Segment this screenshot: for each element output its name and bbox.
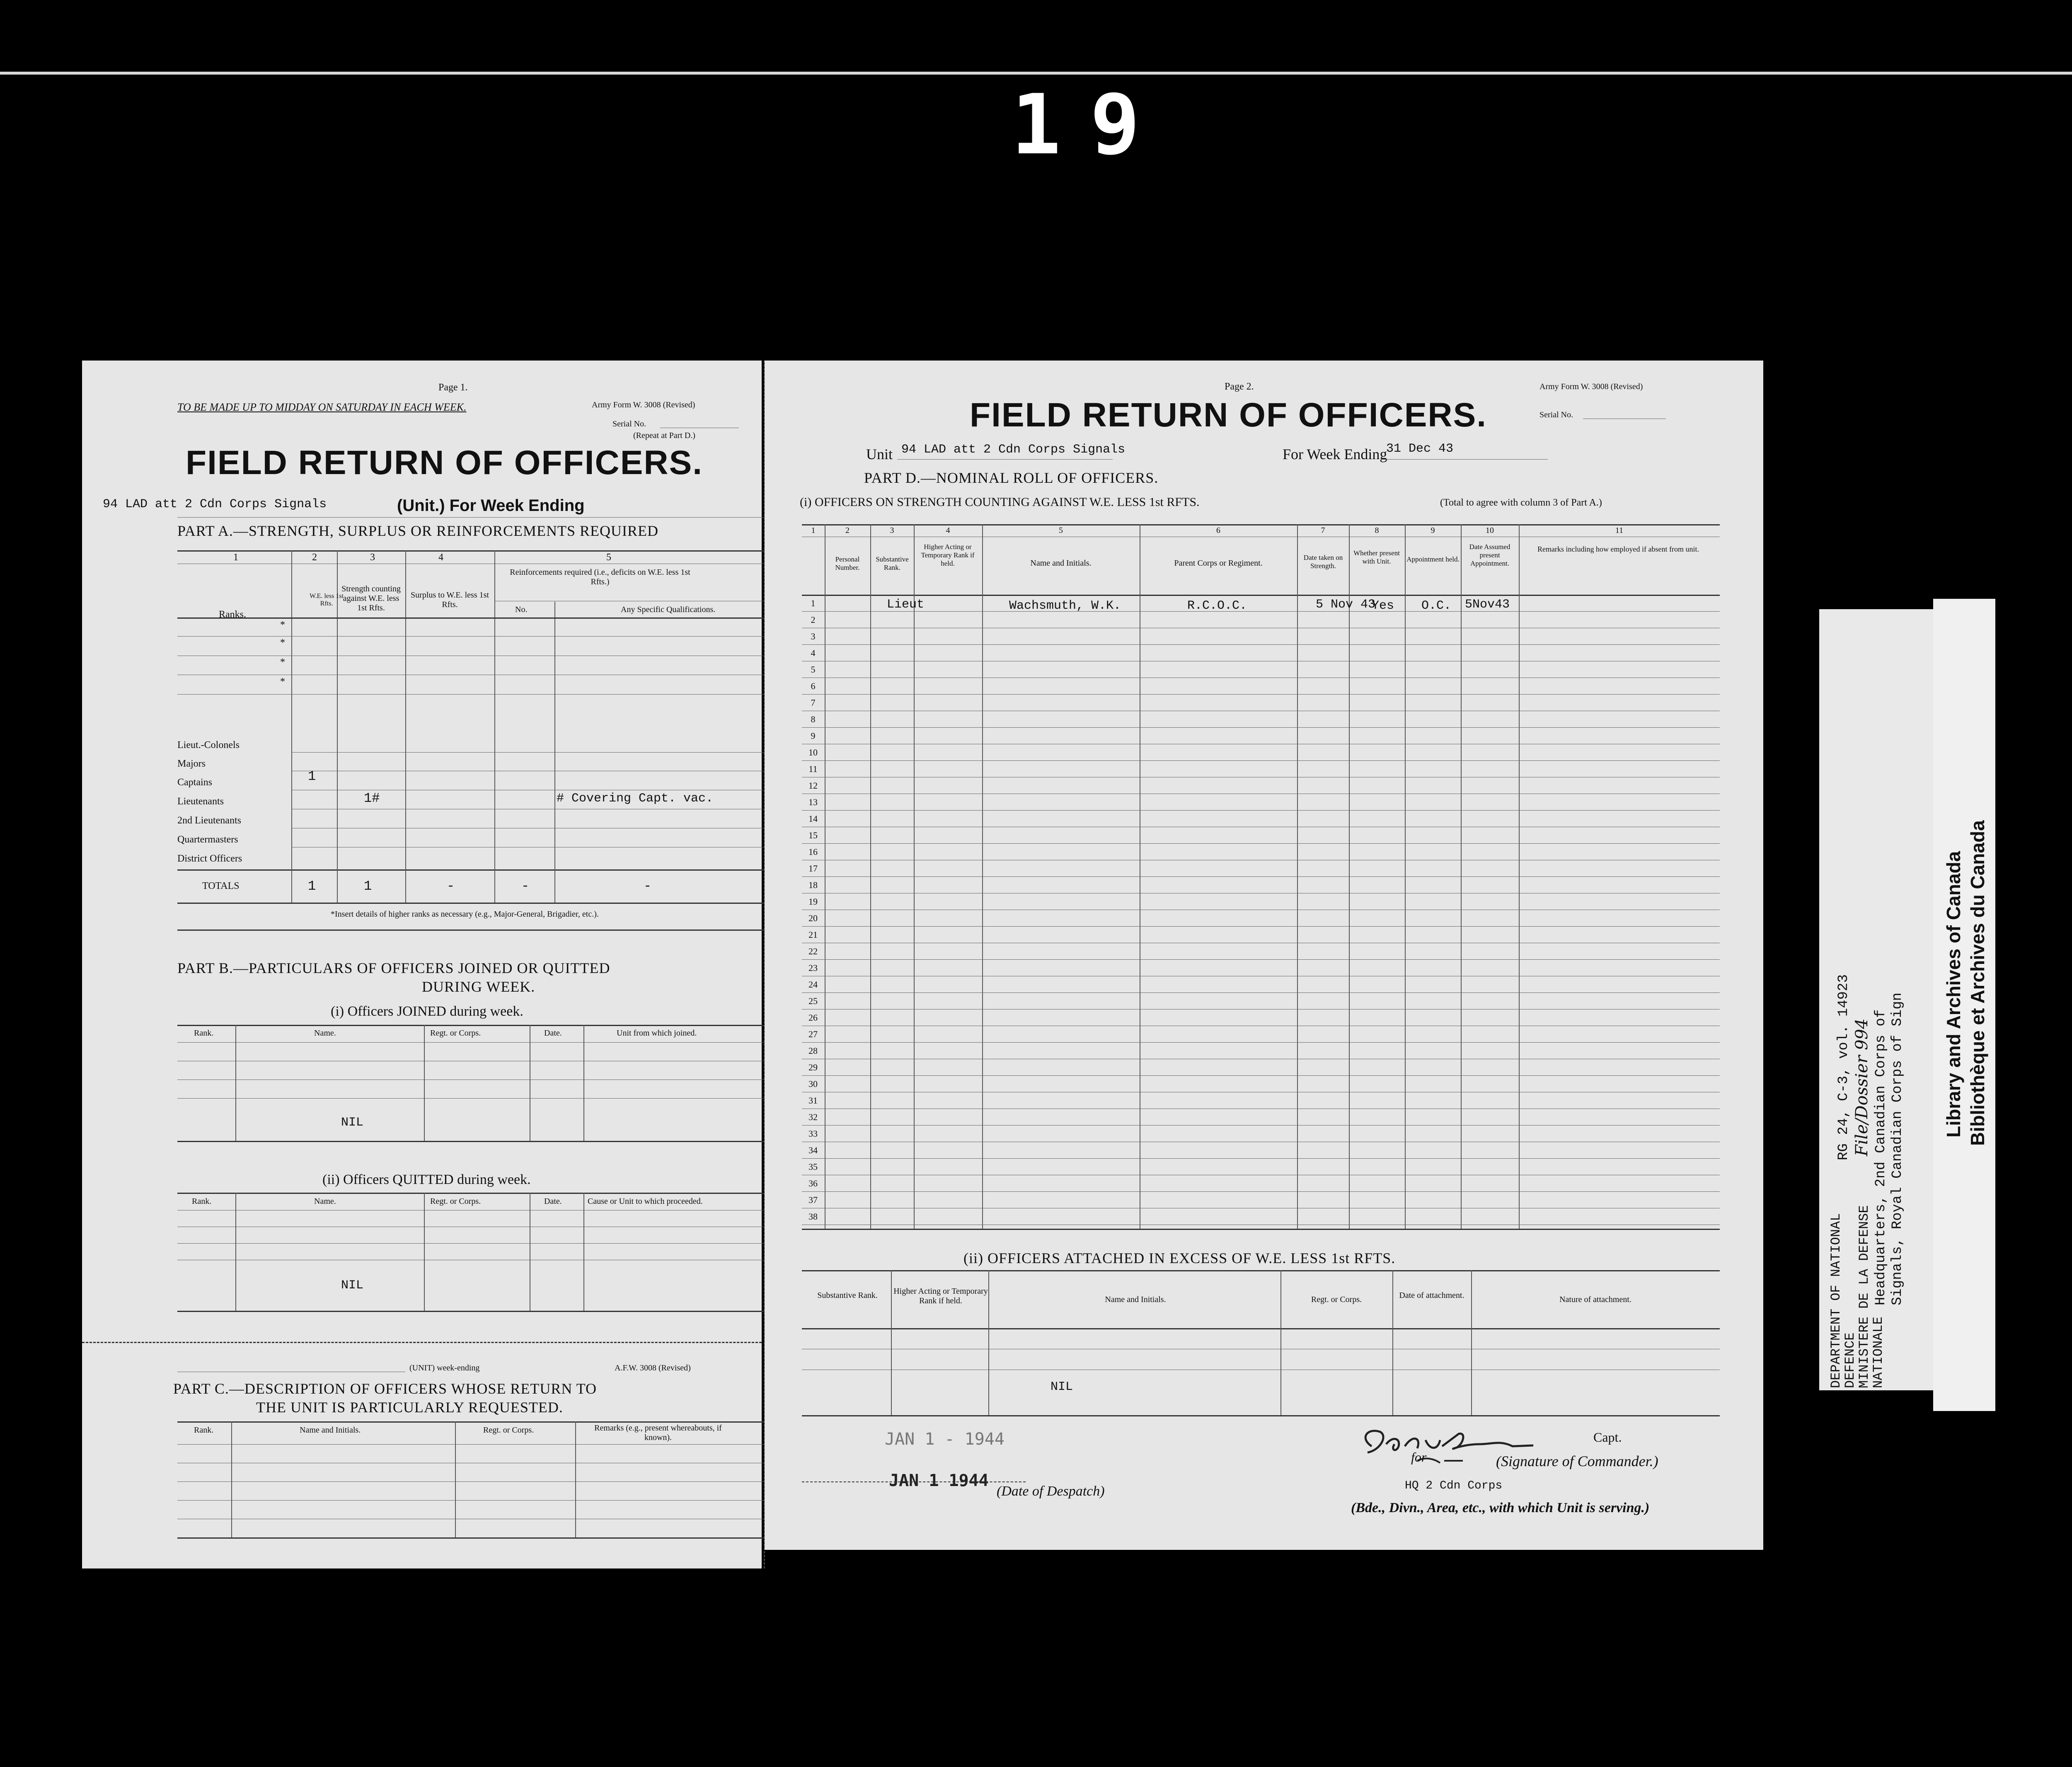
- part-d-heading: PART D.—NOMINAL ROLL OF OFFICERS.: [864, 470, 1159, 486]
- quitted-nil: NIL: [341, 1278, 364, 1293]
- archive-subject-line-2: Signals, Royal Canadian Corps of Sign: [1890, 992, 1905, 1305]
- col-header: Name and Initials.: [1105, 1295, 1166, 1304]
- row-rule: [802, 727, 1720, 728]
- col-header: Name and Initials.: [1030, 559, 1092, 568]
- row-number: 15: [808, 830, 818, 840]
- rank-label: 2nd Lieutenants: [177, 815, 241, 826]
- col-header: Personal Number.: [835, 555, 860, 571]
- lac-label: [1933, 599, 1995, 1411]
- row-number: 11: [808, 764, 818, 774]
- col-header: Date.: [544, 1197, 562, 1206]
- row-number: 13: [808, 797, 818, 807]
- col-header: Substantive Rank.: [817, 1291, 878, 1300]
- week-ending-label: For Week Ending: [1283, 446, 1387, 462]
- row-rule: [802, 694, 1720, 695]
- film-divider-line: [0, 72, 2072, 75]
- row1-appointment: O.C.: [1421, 599, 1452, 613]
- col-num: 3: [890, 526, 894, 535]
- col-num: 5: [1059, 526, 1063, 535]
- archive-subject-line-1: Headquarters, 2nd Canadian Corps of: [1873, 1009, 1889, 1305]
- col-num: 10: [1486, 526, 1494, 535]
- part-c-heading-cont: THE UNIT IS PARTICULARLY REQUESTED.: [256, 1399, 563, 1416]
- col-header: Name.: [314, 1029, 336, 1038]
- army-form-label: Army Form W. 3008 (Revised): [592, 400, 695, 409]
- row-number: 26: [808, 1012, 818, 1023]
- col-header: Regt. or Corps.: [430, 1197, 481, 1206]
- row-number: 24: [808, 979, 818, 990]
- row-rule: [802, 959, 1720, 960]
- unit-value: 94 LAD att 2 Cdn Corps Signals: [103, 497, 327, 511]
- rank-label: Quartermasters: [177, 834, 238, 845]
- row-number: 20: [808, 913, 818, 923]
- col-header: Cause or Unit to which proceeded.: [588, 1197, 703, 1206]
- serial-no-label: Serial No.: [612, 419, 646, 428]
- page-2-label: Page 2.: [1225, 381, 1254, 392]
- col-num: 9: [1431, 526, 1435, 535]
- row-number: 36: [808, 1178, 818, 1188]
- section-i-heading: (i) OFFICERS ON STRENGTH COUNTING AGAINST W.E. LESS 1st RFTS.: [800, 495, 1200, 509]
- col-header: Unit from which joined.: [617, 1029, 697, 1038]
- army-form-label: Army Form W. 3008 (Revised): [1539, 382, 1643, 391]
- col-num: 2: [845, 526, 850, 535]
- lieutenants-qualification-note: # Covering Capt. vac.: [557, 792, 714, 806]
- row-number: 30: [808, 1079, 818, 1089]
- section-ii-heading: (ii) OFFICERS ATTACHED IN EXCESS OF W.E. LESS 1st RFTS.: [963, 1250, 1396, 1266]
- unit-value: 94 LAD att 2 Cdn Corps Signals: [901, 443, 1126, 457]
- col-num: 2: [312, 552, 317, 563]
- row-number: 31: [808, 1095, 818, 1106]
- row-rule: [802, 1158, 1720, 1159]
- col-header: Higher Acting or Temporary Rank if held.: [893, 1287, 988, 1305]
- totals-label: TOTALS: [202, 881, 240, 891]
- we-header: W.E. less 1st Rfts.: [309, 593, 344, 607]
- row-rule: [802, 611, 1720, 612]
- archive-reference-label: [1819, 609, 1933, 1390]
- col-num: 1: [233, 552, 238, 563]
- row-rule: [802, 760, 1720, 761]
- col-num: 7: [1321, 526, 1325, 535]
- frame-number: 19: [1011, 77, 1169, 173]
- part-c-heading: PART C.—DESCRIPTION OF OFFICERS WHOSE RETURN TO: [173, 1380, 597, 1397]
- col-header: Substantive Rank.: [876, 555, 909, 571]
- rank-label: Majors: [177, 758, 206, 769]
- col-header: Appointment held.: [1406, 555, 1460, 563]
- row-number: 37: [808, 1195, 818, 1205]
- row-rule: [802, 876, 1720, 877]
- signature-label: (Signature of Commander.): [1496, 1453, 1658, 1469]
- archive-department-2: DEFENCE: [1842, 1332, 1858, 1388]
- row-number: 27: [808, 1029, 818, 1039]
- row-number: 17: [808, 863, 818, 874]
- row-number: 7: [811, 697, 816, 708]
- row-number: 35: [808, 1162, 818, 1172]
- rank-label: Lieutenants: [177, 796, 224, 807]
- row-number: 32: [808, 1112, 818, 1122]
- col-header: Whether present with Unit.: [1353, 549, 1400, 565]
- formation-value: HQ 2 Cdn Corps: [1405, 1479, 1503, 1492]
- row-number: 8: [811, 714, 816, 724]
- col-header: Higher Acting or Temporary Rank if held.: [921, 543, 975, 567]
- despatch-stamp: JAN 1 1944: [889, 1471, 989, 1490]
- col-header: Name and Initials.: [300, 1426, 361, 1435]
- col-header: Rank.: [192, 1197, 212, 1206]
- quitted-title: (ii) Officers QUITTED during week.: [322, 1172, 531, 1187]
- unit-week-label: (Unit.) For Week Ending: [397, 496, 585, 515]
- row1-date-appointment: 5Nov43: [1465, 598, 1510, 612]
- row1-name: Wachsmuth, W.K.: [1009, 599, 1121, 613]
- row-number: 5: [811, 664, 816, 675]
- total-we: 1: [308, 879, 316, 894]
- col-header: Remarks including how employed if absent from unit.: [1537, 545, 1699, 553]
- strength-header: Strength counting against W.E. less 1st Rfts.: [341, 584, 401, 612]
- week-ending-value: 31 Dec 43: [1386, 442, 1454, 456]
- surplus-header: Surplus to W.E. less 1st Rfts.: [411, 591, 489, 609]
- archive-department-1: DEPARTMENT OF NATIONAL: [1828, 1213, 1844, 1388]
- part-a-heading: PART A.—STRENGTH, SURPLUS OR REINFORCEMENTS REQUIRED: [177, 523, 659, 539]
- page-2-title: FIELD RETURN OF OFFICERS.: [970, 396, 1487, 434]
- col-header: Name.: [314, 1197, 336, 1206]
- date-of-despatch-label: (Date of Despatch): [997, 1484, 1105, 1499]
- row-number: 3: [811, 631, 816, 641]
- for-label: for: [1411, 1450, 1427, 1464]
- serial-no-label: Serial No.: [1539, 410, 1573, 419]
- section-i-note: (Total to agree with column 3 of Part A.): [1440, 497, 1602, 508]
- ranks-header: Ranks.: [219, 609, 246, 620]
- row-number: 19: [808, 896, 818, 907]
- row-number: 4: [811, 648, 816, 658]
- captains-we-value: 1: [308, 769, 316, 784]
- row-number: 18: [808, 880, 818, 890]
- row-number: 21: [808, 929, 818, 940]
- insert-note: *Insert details of higher ranks as necessary (e.g., Major-General, Brigadier, etc.).: [331, 910, 599, 919]
- col-num: 4: [946, 526, 950, 535]
- row1-substantive-rank: Lieut: [887, 598, 925, 612]
- row-number: 23: [808, 963, 818, 973]
- row-rule: [802, 1042, 1720, 1043]
- row-rule: [802, 1191, 1720, 1192]
- row-rule: [802, 1075, 1720, 1076]
- page-1-sheet: Page 1. TO BE MADE UP TO MIDDAY ON SATURDAY IN EACH WEEK. Army Form W. 3008 (Revised) Serial No. (Repeat at Part D.) FIELD RETURN OF OFFICERS. 94 LAD att 2 Cdn Corps Signals (Unit.) For Week Ending PART A.—STRENGTH, SURPLUS OR REINFORCEMENTS REQUIRED 1 2 3 4 5 Ranks. W.E. less 1st Rfts. Strength counting against W.E. less 1st Rfts. Surplus to W.E. less 1st Rfts. Reinforcements required (i.e., deficits on W.E. less 1st Rfts.) No. Any Specific Qualifications. * * * * Lieut.-Colonels Majors Captains 1 Lieutenants 1# # Covering Capt. vac. 2nd Lieutenants Quartermasters District Officers TOTALS 1 1 - - - *Insert details of higher ranks as necessary (e.g., Major-General, Brigadier, etc.). PART B.—PARTICULARS OF OFFICERS JOINED OR QUITTED DURING WEEK. (i) Officers JOINED during week. Rank. Name. Regt. or Corps. Date. Unit from which joined. NIL (ii) Officers QUITTED during week. Rank. Name. Regt. or Corps. Date. Cause or Unit to which proceeded. NIL (UNIT) week-ending A.F.W. 3008 (Revised) PART C.—DESCRIPTION OF OFFICERS WHOSE RETURN TO THE UNIT IS PARTICULARLY REQUESTED. Rank. Name and Initials. Regt. or Corps. Remarks (e.g., present whereabouts, if known).: [82, 361, 762, 1569]
- reinforcements-header: Reinforcements required (i.e., deficits on W.E. less 1st Rfts.): [510, 568, 690, 586]
- total-reinf-no: -: [521, 879, 530, 894]
- col-num: 8: [1375, 526, 1379, 535]
- col-num: 1: [811, 526, 816, 535]
- row-number: 9: [811, 731, 816, 741]
- page-1-title: FIELD RETURN OF OFFICERS.: [186, 444, 703, 482]
- joined-nil: NIL: [341, 1116, 364, 1130]
- lac-english: Library and Archives of Canada: [1943, 851, 1964, 1138]
- col-num: 6: [1216, 526, 1220, 535]
- row-number: 14: [808, 813, 818, 824]
- col-header: Nature of attachment.: [1559, 1295, 1631, 1304]
- row-number: 2: [811, 615, 816, 625]
- archive-department-4: NATIONALE: [1871, 1317, 1886, 1388]
- rank-label: Captains: [177, 777, 212, 788]
- col-num: 3: [370, 552, 375, 563]
- unit-label: Unit: [866, 446, 893, 462]
- joined-title: (i) Officers JOINED during week.: [331, 1004, 523, 1019]
- row-rule: [802, 644, 1720, 645]
- received-stamp: JAN 1 - 1944: [885, 1430, 1005, 1449]
- row-number: 34: [808, 1145, 818, 1155]
- qualifications-header: Any Specific Qualifications.: [621, 605, 716, 614]
- rank-label: District Officers: [177, 853, 242, 864]
- row-rule: [802, 810, 1720, 811]
- repeat-note: (Repeat at Part D.): [633, 431, 695, 440]
- col-header: Date Assumed present Appointment.: [1469, 543, 1510, 567]
- archive-reference: RG 24, C-3, vol. 14923: [1836, 974, 1852, 1160]
- total-reinf-qual: -: [644, 879, 652, 894]
- lac-french: Bibliothèque et Archives du Canada: [1967, 820, 1988, 1146]
- part-b-heading: PART B.—PARTICULARS OF OFFICERS JOINED OR QUITTED: [177, 960, 610, 976]
- total-surplus: -: [447, 879, 455, 894]
- row1-present: Yes: [1372, 599, 1394, 613]
- no-header: No.: [515, 605, 528, 614]
- row1-parent-corps: R.C.O.C.: [1187, 599, 1247, 613]
- archive-handwritten-file: File/Dossier 994: [1852, 1018, 1871, 1156]
- col-header: Rank.: [194, 1029, 214, 1038]
- archive-department-3: MINISTERE DE LA DEFENSE: [1857, 1205, 1872, 1388]
- row-number: 1: [811, 598, 816, 608]
- row-number: 22: [808, 946, 818, 956]
- row-number: 28: [808, 1046, 818, 1056]
- col-header: Date taken on Strength.: [1303, 554, 1343, 570]
- row-rule: [802, 843, 1720, 844]
- col-header: Regt. or Corps.: [483, 1426, 534, 1435]
- total-strength: 1: [364, 879, 372, 894]
- row-number: 6: [811, 681, 816, 691]
- col-header: Date of attachment.: [1399, 1291, 1464, 1300]
- col-header: Remarks (e.g., present whereabouts, if known).: [594, 1423, 722, 1442]
- col-num: 4: [438, 552, 443, 563]
- instruction-text: TO BE MADE UP TO MIDDAY ON SATURDAY IN EACH WEEK.: [177, 401, 467, 413]
- row-rule: [802, 926, 1720, 927]
- rank-label: Lieut.-Colonels: [177, 740, 240, 750]
- row1-date-taken: 5 Nov 43: [1316, 598, 1376, 612]
- col-header: Regt. or Corps.: [430, 1029, 481, 1038]
- row-number: 38: [808, 1211, 818, 1222]
- lieutenants-strength-value: 1#: [364, 791, 380, 806]
- captain-rank-label: Capt.: [1593, 1430, 1622, 1445]
- col-header: Regt. or Corps.: [1311, 1295, 1362, 1304]
- page-2-sheet: [765, 361, 1763, 1550]
- col-num: 5: [606, 552, 611, 563]
- page-1-label: Page 1.: [438, 382, 468, 393]
- part-c-unit-label: (UNIT) week-ending: [409, 1363, 480, 1372]
- part-b-heading-cont: DURING WEEK.: [422, 978, 535, 995]
- col-header: Rank.: [194, 1426, 214, 1435]
- row-rule: [802, 1125, 1720, 1126]
- row-number: 12: [808, 780, 818, 791]
- col-header: Date.: [544, 1029, 562, 1038]
- part-c-form-label: A.F.W. 3008 (Revised): [615, 1363, 691, 1372]
- row-number: 29: [808, 1062, 818, 1072]
- row-number: 33: [808, 1128, 818, 1139]
- attached-nil: NIL: [1051, 1380, 1073, 1394]
- row-number: 25: [808, 996, 818, 1006]
- formation-label: (Bde., Divn., Area, etc., with which Unit is serving.): [1351, 1500, 1650, 1515]
- row-number: 10: [808, 747, 818, 758]
- col-header: Parent Corps or Regiment.: [1174, 559, 1263, 568]
- col-num: 11: [1615, 526, 1624, 535]
- row-number: 16: [808, 847, 818, 857]
- row-rule: [802, 992, 1720, 993]
